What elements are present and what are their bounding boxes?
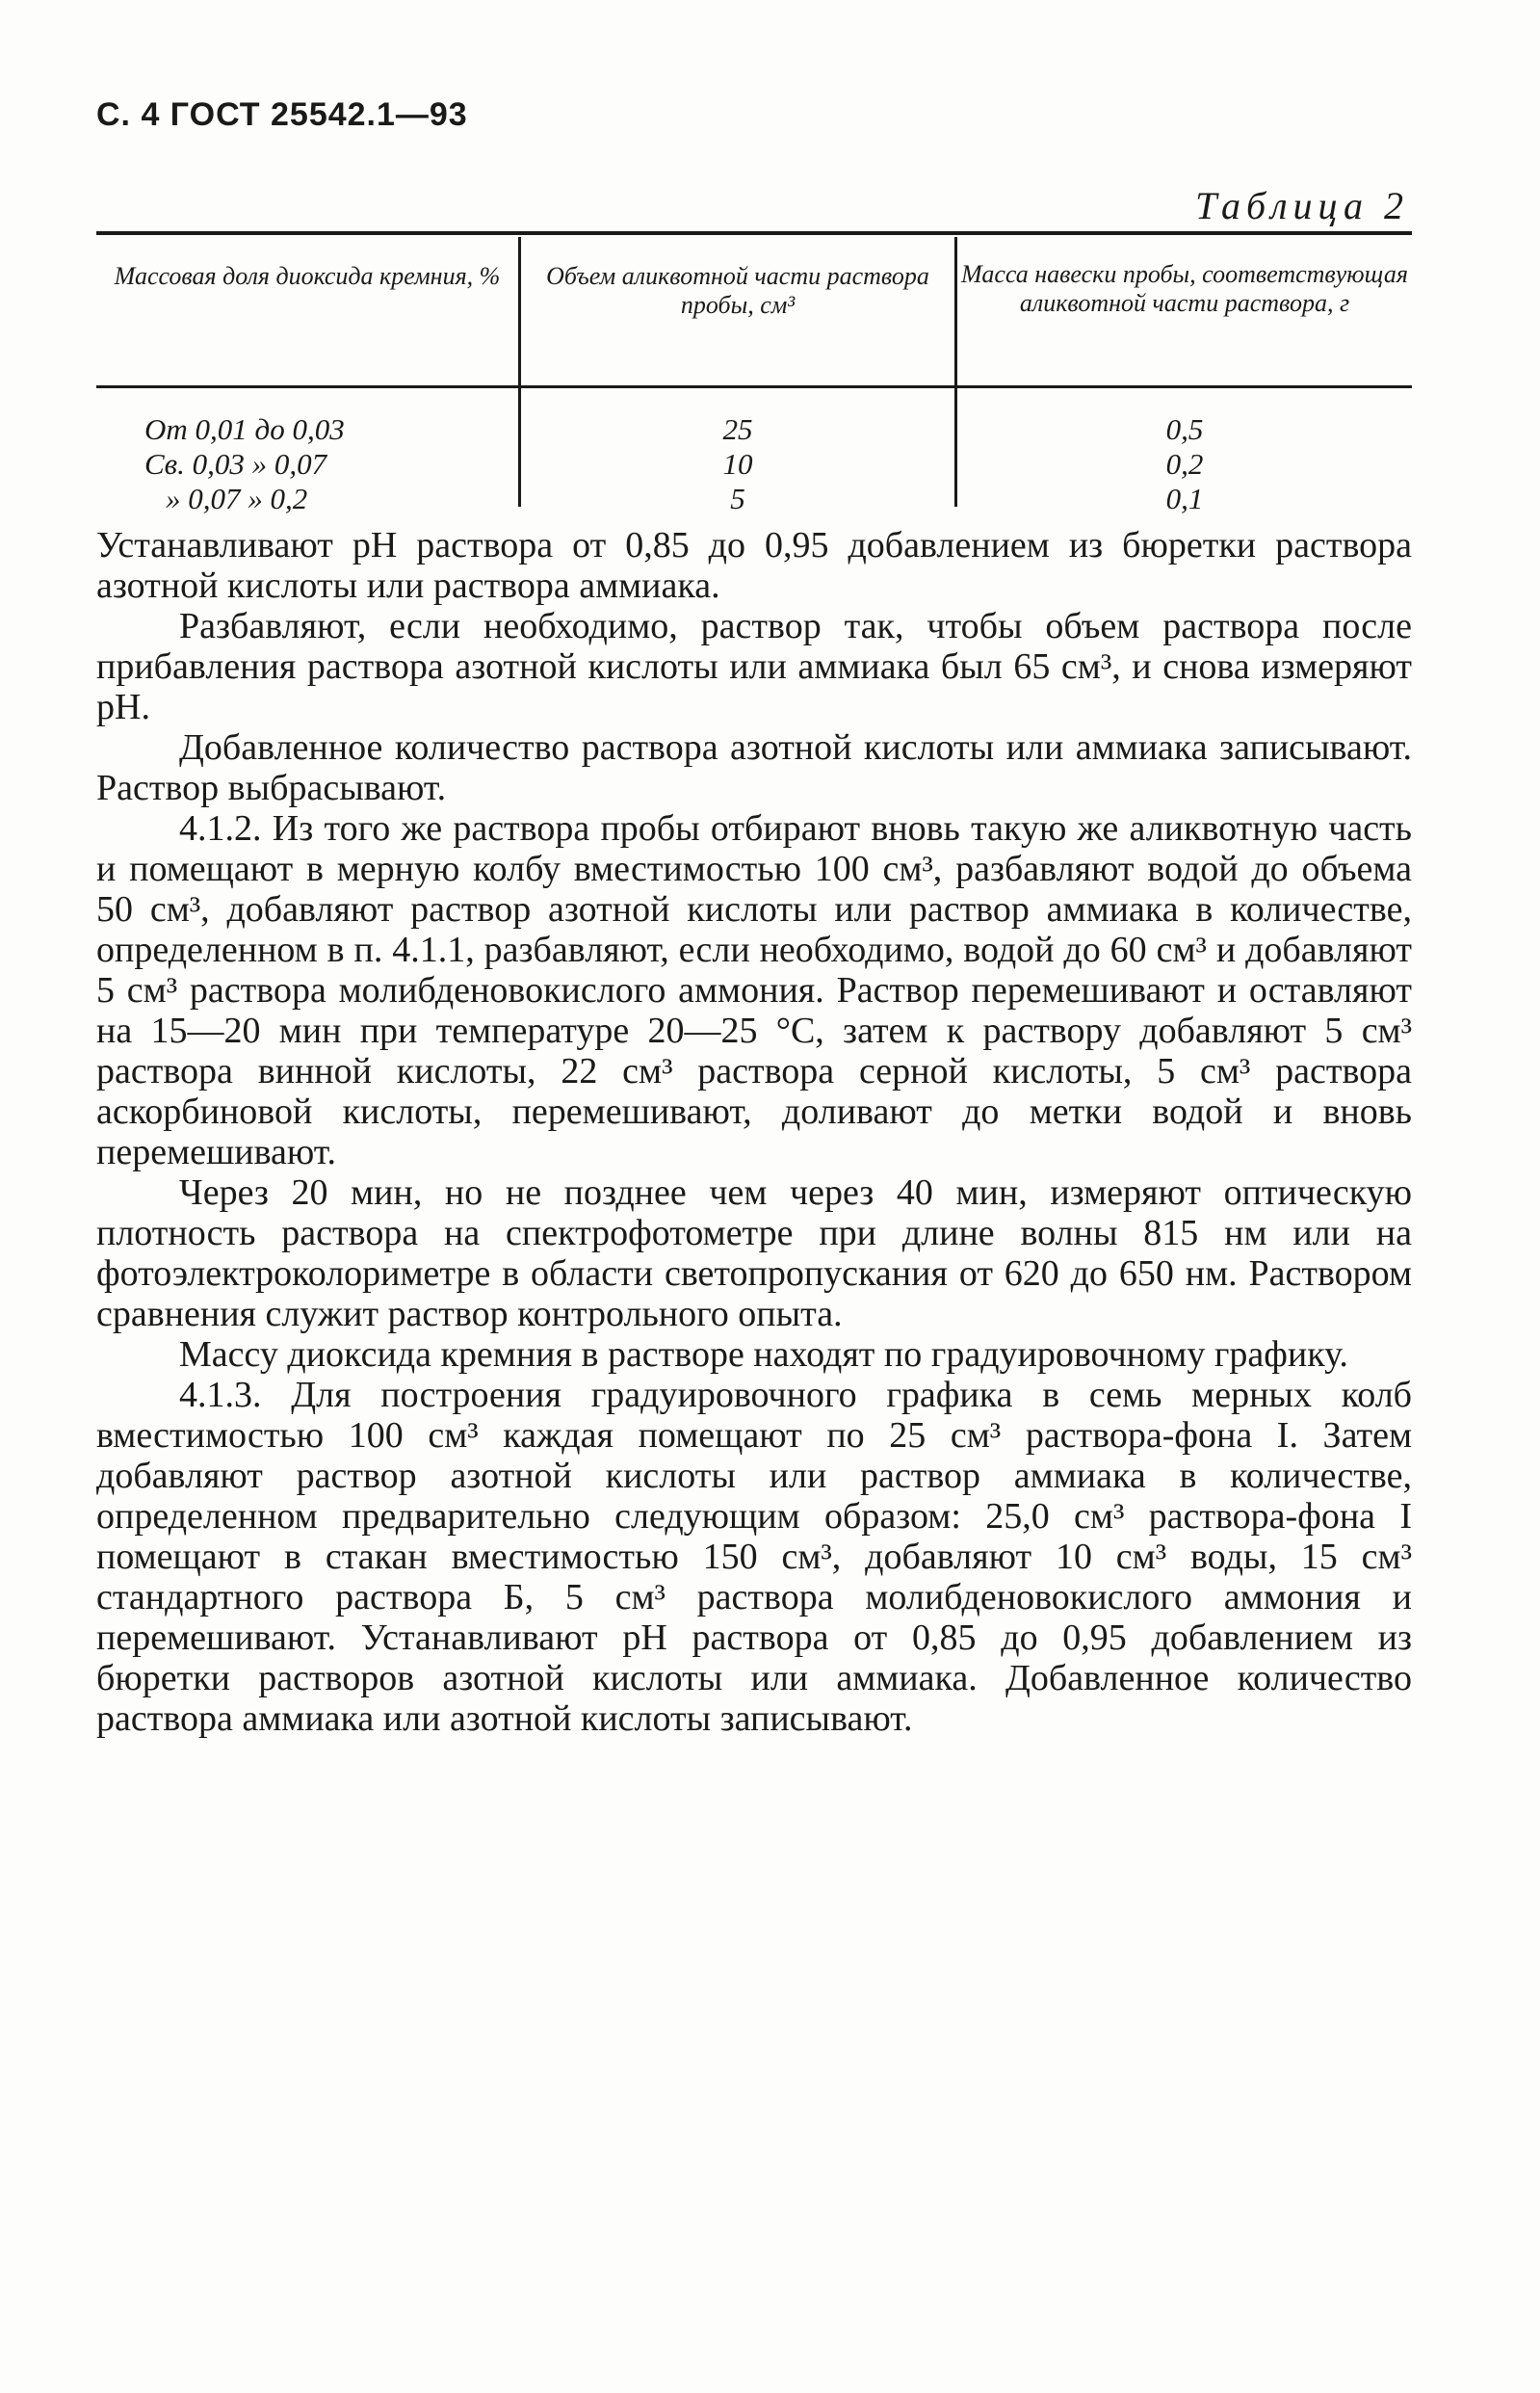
paragraph: 4.1.2. Из того же раствора пробы отбирают вновь такую же аликвотную часть и помещают в мерную колбу вместимостью 100 см³, разбавляют водой до объема 50 см³, добавляют раствор азотной кислоты или раствор аммиака в количестве, определенном в п. 4.1.1, разбавляют, если необходимо, водой до 60 см³ и добавляют 5 см³ раствора молибденовокислого аммония. Раствор перемешивают и оставляют на 15—20 мин при температуре 20—25 °С, затем к раствору добавляют 5 см³ раствора винной кислоты, 22 см³ раствора серной кислоты, 5 см³ раствора аскорбиновой кислоты, перемешивают, доливают до метки водой и вновь перемешивают. [96, 808, 1412, 1172]
page-header: С. 4 ГОСТ 25542.1—93 [96, 96, 468, 133]
table-column-2 [521, 412, 954, 516]
table-cell: От 0,01 до 0,03 [144, 412, 345, 446]
table-column-3 [957, 412, 1412, 516]
table-caption: Таблица 2 [1195, 184, 1409, 227]
paragraph: Добавленное количество раствора азотной кислоты или аммиака записывают. Раствор выбрасывают. [96, 727, 1412, 808]
table-cell: 5 [730, 482, 745, 515]
body-text [96, 525, 1412, 1739]
table-cell: Св. 0,03 » 0,07 [144, 447, 327, 481]
paragraph: 4.1.3. Для построения градуировочного графика в семь мерных колб вместимостью 100 см³ каждая помещают по 25 см³ раствора-фона I. Затем добавляют раствор азотной кислоты или раствор аммиака в количестве, определенном предварительно следующим образом: 25,0 см³ раствора-фона I помещают в стакан вместимостью 150 см³, добавляют 10 см³ воды, 15 см³ стандартного раствора Б, 5 см³ раствора молибденовокислого аммония и перемешивают. Устанавливают pH раствора от 0,85 до 0,95 добавлением из бюретки растворов азотной кислоты или аммиака. Добавленное количество раствора аммиака или азотной кислоты записывают. [96, 1375, 1412, 1739]
table-header-rule [96, 385, 1412, 388]
table-header-cell: Массовая доля диоксида кремния, % [114, 262, 501, 290]
table-cell: 10 [722, 447, 753, 481]
table-column-1 [144, 412, 510, 516]
table-cell: 0,2 [1165, 447, 1204, 481]
table-cell: » 0,07 » 0,2 [166, 482, 308, 515]
paragraph: Массу диоксида кремния в растворе находят по градуировочному графику. [179, 1334, 1348, 1375]
table-cell: 25 [722, 412, 753, 446]
table-header-cell: Масса навески пробы, соответствующая аликвотной части раствора, г [961, 260, 1408, 317]
paragraph: Разбавляют, если необходимо, раствор так, чтобы объем раствора после прибавления раствора азотной кислоты или аммиака был 65 см³, и снова измеряют pH. [96, 606, 1412, 727]
table-cell: 0,1 [1165, 482, 1204, 515]
table-cell: 0,5 [1165, 412, 1204, 446]
data-table [96, 231, 1412, 515]
table-top-rule [96, 231, 1412, 235]
table-header-cell: Объем аликвотной части раствора пробы, см³ [546, 262, 929, 319]
paragraph: Через 20 мин, но не позднее чем через 40 мин, измеряют оптическую плотность раствора на спектрофотометре при длине волны 815 нм или на фотоэлектроколориметре в области светопропускания от 620 до 650 нм. Раствором сравнения служит раствор контрольного опыта. [96, 1172, 1412, 1334]
paragraph: Устанавливают pH раствора от 0,85 до 0,95 добавлением из бюретки раствора азотной кислоты или раствора аммиака. [96, 525, 1412, 606]
